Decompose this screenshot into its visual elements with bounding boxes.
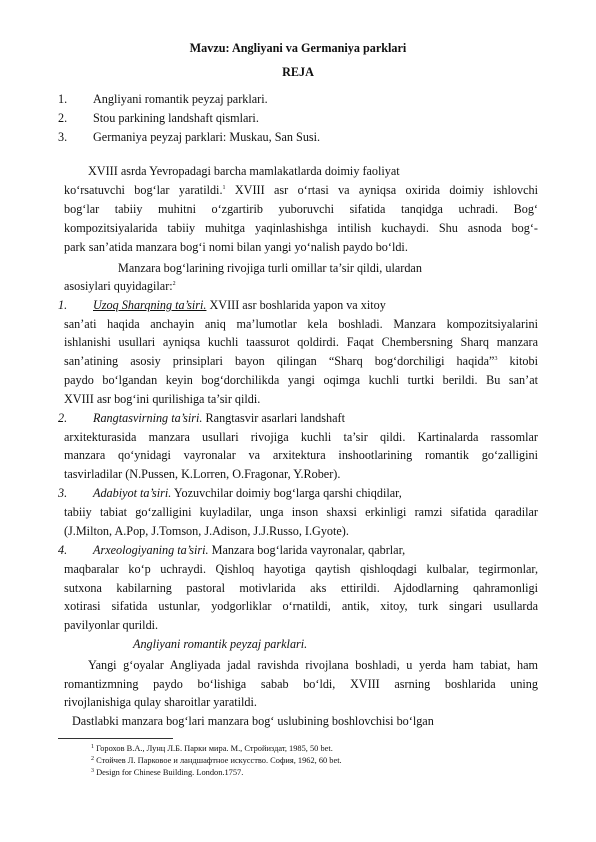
paragraph-line: sutxona kabilarning pastoral motivlarida aks ettirildi. Ajdodlarning qahramonligi bbox=[64, 581, 538, 595]
paragraph-line: pavilyonlar qurildi. bbox=[64, 618, 159, 632]
plan-item bbox=[58, 91, 268, 107]
paragraph-line: XVIII asr bog‘ini qurilishiga ta’sir qildi. bbox=[64, 392, 261, 406]
footnote: $^3$ Design for Chinese Building. London.1757. bbox=[91, 768, 244, 777]
paragraph-line: tabiiy tabiat go‘zalligini kuyladilar, unga inson shaxsi erkinligi ramzi sifatida qaradilar bbox=[64, 505, 538, 519]
footnote-ref: 3 bbox=[494, 356, 498, 362]
paragraph-line: arxitekturasida manzara usullari rivojiga kuchli ta’sir qildi. Kartinalarda rassomlar bbox=[64, 430, 538, 444]
item-title: Adabiyot ta’siri. bbox=[93, 486, 172, 500]
paragraph-line: san’atining asosiy prinsiplari bayon qilingan “Sharq bog‘dorchiligi haqida”$^3$ kitobi bbox=[64, 354, 538, 368]
plan-item-number: 2. bbox=[58, 111, 68, 125]
footnote-ref: 1 bbox=[222, 185, 226, 191]
paragraph-line: asosiylari quyidagilar:$^2$ bbox=[64, 279, 176, 293]
paragraph-line: paydo bo‘lgandan keyin bog‘dorchilikda yangi oqimga kuchli turtki berildi. Bu san’at bbox=[64, 373, 538, 387]
footnote: $^2$ Стойчев Л. Парковое и ландшафтное искусство. София, 1962, 60 bet. bbox=[91, 756, 342, 765]
item-title: Uzoq Sharqning ta’siri. bbox=[93, 298, 207, 312]
plan-heading: REJA bbox=[282, 65, 314, 79]
paragraph-line: ko‘rsatuvchi bog‘lar yaratildi.$^1$ XVIII asr o‘rtasi va ayniqsa oxirida doimiy ishlovchi bbox=[64, 183, 538, 197]
list-item-heading: 1. Uzoq Sharqning ta’siri. XVIII asr boshlarida yapon va xitoy bbox=[58, 298, 386, 312]
paragraph-line: romantizmning paydo bo‘lishiga sabab bo‘ldi, XVIII asrning boshlarida uning bbox=[64, 677, 538, 691]
footnote: $^1$ Горохов В.А., Лунц Л.Б. Парки мира. М., Стройиздат, 1985, 50 bet. bbox=[91, 744, 333, 753]
paragraph-line: Manzara bog‘larining rivojiga turli omillar ta’sir qildi, ulardan bbox=[118, 261, 422, 275]
page-title: Mavzu: Angliyani va Germaniya parklari bbox=[189, 41, 407, 55]
footnote-ref: 2 bbox=[172, 281, 176, 287]
plan-item-text: Germaniya peyzaj parklari: Muskau, San Susi. bbox=[93, 130, 321, 144]
plan-item-number: 1. bbox=[58, 92, 68, 106]
paragraph-line: Yangi g‘oyalar Angliyada jadal ravishda rivojlana boshladi, u yerda ham tabiat, ham bbox=[88, 658, 538, 672]
list-item-heading: 2. Rangtasvirning ta’siri. Rangtasvir asarlari landshaft bbox=[58, 411, 345, 425]
paragraph-line: bog‘lar tabiiy muhitni o‘zgartirib yuboruvchi sifatida tanqidga uchradi. Bog‘ bbox=[64, 202, 538, 216]
paragraph-line: kompozitsiyalarida tabiiy muhitga yaqinlashishga intilish kuchaydi. Shu asnoda bog‘- bbox=[64, 221, 538, 235]
paragraph-line: tasvirladilar (N.Pussen, K.Lorren, O.Fragonar, Y.Rober). bbox=[64, 467, 341, 481]
plan-item-number: 3. bbox=[58, 130, 68, 144]
item-title: Arxeologiyaning ta’siri. bbox=[93, 543, 209, 557]
plan-item bbox=[58, 129, 320, 145]
list-item-heading: 3. Adabiyot ta’siri. Yozuvchilar doimiy bog‘larga qarshi chiqdilar, bbox=[58, 486, 402, 500]
paragraph-line: xotirasi sifatida ustunlar, yodgorliklar o‘rnatildi, antik, xitoy, turk singari usullarda bbox=[64, 599, 538, 613]
paragraph-line: manzara qo‘ynidagi vayronalar va arxitektura inshootlarining romantik go‘zalligini bbox=[64, 448, 538, 462]
paragraph-line: rivojlanishiga qulay sharoitlar yaratildi. bbox=[64, 695, 257, 709]
paragraph-line: XVIII asrda Yevropadagi barcha mamlakatlarda doimiy faoliyat bbox=[88, 164, 400, 178]
paragraph-line: park san’atida manzara bog‘i nomi bilan yangi yo‘nalish paydo bo‘ldi. bbox=[64, 240, 408, 254]
list-item-heading: 4. Arxeologiyaning ta’siri. Manzara bog‘larida vayronalar, qabrlar, bbox=[58, 543, 406, 557]
paragraph-line: Dastlabki manzara bog‘lari manzara bog‘ uslubining boshlovchisi bo‘lgan bbox=[72, 714, 434, 728]
plan-item bbox=[58, 110, 259, 126]
paragraph-line: ishlanishi usullari ayniqsa kuchli taassurot qoldirdi. Faqat Chembersning Sharq manzara bbox=[64, 335, 538, 349]
plan-item-text: Stou parkining landshaft qismlari. bbox=[93, 111, 259, 125]
paragraph-line: maqbaralar ko‘p uchraydi. Qishloq hayotiga qaytish qishloqdagi kulbalar, tegirmonlar, bbox=[64, 562, 538, 576]
item-title: Rangtasvirning ta’siri. bbox=[93, 411, 203, 425]
plan-item-text: Angliyani romantik peyzaj parklari. bbox=[93, 92, 268, 106]
footnote-divider bbox=[58, 738, 173, 739]
paragraph-line: (J.Milton, A.Pop, J.Tomson, J.Adison, J.J.Russo, I.Gyote). bbox=[64, 524, 349, 538]
paragraph-line: san’ati haqida anchayin aniq ma’lumotlar kela boshladi. Manzara kompozitsiyalarini bbox=[64, 317, 538, 331]
section-heading: Angliyani romantik peyzaj parklari. bbox=[133, 637, 308, 651]
